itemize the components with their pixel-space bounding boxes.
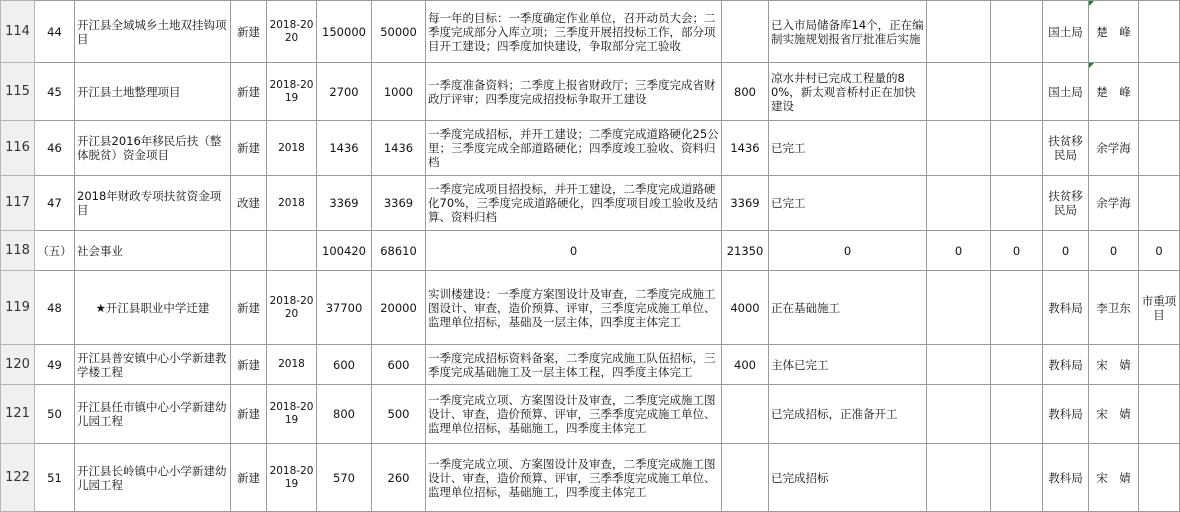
cell-progress[interactable]: 正在基础施工 bbox=[769, 271, 927, 345]
cell-done[interactable] bbox=[722, 385, 769, 444]
cell-period[interactable]: 2018-2019 bbox=[267, 63, 317, 121]
cell-goal[interactable]: 一季度准备资料；二季度上报省财政厅；三季度完成省财政厅评审；四季度完成招投标争取开工建设 bbox=[426, 63, 722, 121]
cell-project[interactable]: 开江县任市镇中心小学新建幼儿园工程 bbox=[75, 385, 231, 444]
cell-c1[interactable] bbox=[927, 1, 991, 63]
cell-progress[interactable]: 0 bbox=[769, 231, 927, 271]
table-row[interactable] bbox=[1, 345, 1180, 385]
row-header[interactable]: 114 bbox=[1, 1, 35, 63]
cell-done[interactable]: 800 bbox=[722, 63, 769, 121]
cell-c2[interactable] bbox=[991, 1, 1043, 63]
cell-total[interactable]: 100420 bbox=[317, 231, 372, 271]
cell-period[interactable]: 2018-2020 bbox=[267, 271, 317, 345]
cell-period[interactable]: 2018-2020 bbox=[267, 1, 317, 63]
cell-project[interactable]: 开江县全域城乡土地双挂钩项目 bbox=[75, 1, 231, 63]
cell-total[interactable]: 1436 bbox=[317, 121, 372, 176]
cell-seq[interactable]: 46 bbox=[35, 121, 75, 176]
table-row[interactable] bbox=[1, 444, 1180, 512]
cell-total[interactable]: 570 bbox=[317, 444, 372, 512]
cell-progress[interactable]: 已完工 bbox=[769, 176, 927, 231]
cell-goal[interactable]: 实训楼建设：一季度方案图设计及审查，二季度完成施工图设计、审查，造价预算、评审，三季度完成施工单位、监理单位招标，基础及一层主体，四季度主体完工 bbox=[426, 271, 722, 345]
cell-project[interactable]: 开江县土地整理项目 bbox=[75, 63, 231, 121]
cell-note[interactable] bbox=[1139, 444, 1180, 512]
cell-c2[interactable] bbox=[991, 121, 1043, 176]
cell-progress[interactable]: 已完成招标，正准备开工 bbox=[769, 385, 927, 444]
cell-nature[interactable]: 新建 bbox=[231, 121, 267, 176]
table-row[interactable] bbox=[1, 385, 1180, 444]
cell-done[interactable]: 4000 bbox=[722, 271, 769, 345]
cell-total[interactable]: 37700 bbox=[317, 271, 372, 345]
row-header[interactable]: 122 bbox=[1, 444, 35, 512]
cell-annual[interactable]: 68610 bbox=[372, 231, 426, 271]
row-header[interactable]: 121 bbox=[1, 385, 35, 444]
cell-nature[interactable]: 新建 bbox=[231, 385, 267, 444]
cell-note[interactable] bbox=[1139, 176, 1180, 231]
cell-leader[interactable]: 0 bbox=[1089, 231, 1139, 271]
cell-done[interactable] bbox=[722, 444, 769, 512]
cell-c1[interactable] bbox=[927, 121, 991, 176]
cell-dept[interactable]: 教科局 bbox=[1043, 271, 1089, 345]
cell-project[interactable]: 开江县普安镇中心小学新建教学楼工程 bbox=[75, 345, 231, 385]
cell-seq[interactable]: 44 bbox=[35, 1, 75, 63]
cell-seq[interactable]: 51 bbox=[35, 444, 75, 512]
cell-goal[interactable]: 一季度完成招标资料备案，二季度完成施工队伍招标，三季度完成基础施工及一层主体工程，四季度主体完工 bbox=[426, 345, 722, 385]
cell-dept[interactable]: 教科局 bbox=[1043, 385, 1089, 444]
cell-note[interactable] bbox=[1139, 1, 1180, 63]
cell-c2[interactable] bbox=[991, 271, 1043, 345]
cell-goal[interactable]: 每一年的目标：一季度确定作业单位，召开动员大会；二季度完成部分入库立项；三季度开展招投标工作，部分项目开工建设；四季度加快建设，争取部分完工验收 bbox=[426, 1, 722, 63]
cell-period[interactable]: 2018-2019 bbox=[267, 385, 317, 444]
cell-c2[interactable] bbox=[991, 444, 1043, 512]
cell-annual[interactable]: 20000 bbox=[372, 271, 426, 345]
cell-progress[interactable]: 已入市局储备库14个，正在编制实施规划报省厅批准后实施 bbox=[769, 1, 927, 63]
cell-seq[interactable]: 49 bbox=[35, 345, 75, 385]
cell-leader[interactable]: 宋 婧 bbox=[1089, 444, 1139, 512]
cell-dept[interactable]: 扶贫移民局 bbox=[1043, 121, 1089, 176]
cell-leader[interactable]: 楚 峰 bbox=[1089, 1, 1139, 63]
cell-c2[interactable] bbox=[991, 63, 1043, 121]
cell-progress[interactable]: 已完工 bbox=[769, 121, 927, 176]
cell-total[interactable]: 800 bbox=[317, 385, 372, 444]
cell-total[interactable]: 600 bbox=[317, 345, 372, 385]
cell-total[interactable]: 2700 bbox=[317, 63, 372, 121]
table-row[interactable] bbox=[1, 1, 1180, 63]
row-header[interactable]: 118 bbox=[1, 231, 35, 271]
cell-annual[interactable]: 1436 bbox=[372, 121, 426, 176]
cell-dept[interactable]: 教科局 bbox=[1043, 444, 1089, 512]
cell-leader[interactable]: 宋 婧 bbox=[1089, 345, 1139, 385]
cell-c1[interactable] bbox=[927, 345, 991, 385]
cell-progress[interactable]: 凉水井村已完成工程量的80%，新太观音桥村正在加快建设 bbox=[769, 63, 927, 121]
cell-annual[interactable]: 260 bbox=[372, 444, 426, 512]
cell-nature[interactable]: 新建 bbox=[231, 345, 267, 385]
cell-leader[interactable]: 李卫东 bbox=[1089, 271, 1139, 345]
cell-nature[interactable]: 改建 bbox=[231, 176, 267, 231]
cell-c2[interactable] bbox=[991, 176, 1043, 231]
cell-progress[interactable]: 主体已完工 bbox=[769, 345, 927, 385]
cell-project[interactable]: 开江县2016年移民后扶（整体脱贫）资金项目 bbox=[75, 121, 231, 176]
table-row[interactable] bbox=[1, 63, 1180, 121]
cell-c1[interactable]: 0 bbox=[927, 231, 991, 271]
cell-note[interactable] bbox=[1139, 345, 1180, 385]
cell-nature[interactable]: 新建 bbox=[231, 271, 267, 345]
cell-dept[interactable]: 国土局 bbox=[1043, 63, 1089, 121]
cell-c2[interactable]: 0 bbox=[991, 231, 1043, 271]
cell-dept[interactable]: 扶贫移民局 bbox=[1043, 176, 1089, 231]
cell-done[interactable]: 21350 bbox=[722, 231, 769, 271]
cell-done[interactable] bbox=[722, 1, 769, 63]
cell-total[interactable]: 3369 bbox=[317, 176, 372, 231]
cell-note[interactable]: 市重项目 bbox=[1139, 271, 1180, 345]
table-row[interactable] bbox=[1, 271, 1180, 345]
cell-project[interactable]: ★开江县职业中学迁建 bbox=[75, 271, 231, 345]
cell-c2[interactable] bbox=[991, 385, 1043, 444]
cell-c2[interactable] bbox=[991, 345, 1043, 385]
cell-goal[interactable]: 一季度完成立项、方案图设计及审查，二季度完成施工图设计、审查，造价预算、评审，三季季度完成施工单位、监理单位招标，基础施工，四季度主体完工 bbox=[426, 385, 722, 444]
cell-goal[interactable]: 一季度完成项目招投标，并开工建设，二季度完成道路硬化70%，三季度完成道路硬化，四季度项目竣工验收及结算、资料归档 bbox=[426, 176, 722, 231]
table-row[interactable] bbox=[1, 231, 1180, 271]
cell-period[interactable] bbox=[267, 231, 317, 271]
row-header[interactable]: 120 bbox=[1, 345, 35, 385]
cell-annual[interactable]: 1000 bbox=[372, 63, 426, 121]
cell-done[interactable]: 400 bbox=[722, 345, 769, 385]
cell-period[interactable]: 2018-2019 bbox=[267, 444, 317, 512]
cell-leader[interactable]: 余学海 bbox=[1089, 121, 1139, 176]
cell-dept[interactable]: 国土局 bbox=[1043, 1, 1089, 63]
cell-period[interactable]: 2018 bbox=[267, 121, 317, 176]
cell-c1[interactable] bbox=[927, 385, 991, 444]
row-header[interactable]: 115 bbox=[1, 63, 35, 121]
cell-dept[interactable]: 0 bbox=[1043, 231, 1089, 271]
cell-c1[interactable] bbox=[927, 271, 991, 345]
cell-c1[interactable] bbox=[927, 176, 991, 231]
cell-project[interactable]: 社会事业 bbox=[75, 231, 231, 271]
cell-annual[interactable]: 600 bbox=[372, 345, 426, 385]
cell-nature[interactable]: 新建 bbox=[231, 444, 267, 512]
cell-goal[interactable]: 一季度完成立项、方案图设计及审查，二季度完成施工图设计、审查，造价预算、评审，三季季度完成施工单位、监理单位招标，基础施工，四季度主体完工 bbox=[426, 444, 722, 512]
cell-project[interactable]: 开江县长岭镇中心小学新建幼儿园工程 bbox=[75, 444, 231, 512]
cell-progress[interactable]: 已完成招标 bbox=[769, 444, 927, 512]
cell-leader[interactable]: 宋 婧 bbox=[1089, 385, 1139, 444]
row-header[interactable]: 119 bbox=[1, 271, 35, 345]
row-header[interactable]: 116 bbox=[1, 121, 35, 176]
cell-annual[interactable]: 3369 bbox=[372, 176, 426, 231]
cell-seq[interactable]: 45 bbox=[35, 63, 75, 121]
cell-note[interactable] bbox=[1139, 121, 1180, 176]
cell-seq[interactable]: 50 bbox=[35, 385, 75, 444]
cell-nature[interactable] bbox=[231, 231, 267, 271]
table-row[interactable] bbox=[1, 176, 1180, 231]
cell-seq[interactable]: （五） bbox=[35, 231, 75, 271]
cell-goal[interactable]: 0 bbox=[426, 231, 722, 271]
cell-done[interactable]: 1436 bbox=[722, 121, 769, 176]
cell-period[interactable]: 2018 bbox=[267, 176, 317, 231]
row-header[interactable]: 117 bbox=[1, 176, 35, 231]
cell-total[interactable]: 150000 bbox=[317, 1, 372, 63]
cell-seq[interactable]: 48 bbox=[35, 271, 75, 345]
cell-note[interactable] bbox=[1139, 63, 1180, 121]
cell-dept[interactable]: 教科局 bbox=[1043, 345, 1089, 385]
cell-goal[interactable]: 一季度完成招标，并开工建设；二季度完成道路硬化25公里；三季度完成全部道路硬化；四季度竣工验收、资料归档 bbox=[426, 121, 722, 176]
cell-c1[interactable] bbox=[927, 444, 991, 512]
cell-note[interactable] bbox=[1139, 385, 1180, 444]
cell-annual[interactable]: 50000 bbox=[372, 1, 426, 63]
cell-annual[interactable]: 500 bbox=[372, 385, 426, 444]
cell-seq[interactable]: 47 bbox=[35, 176, 75, 231]
cell-leader[interactable]: 楚 峰 bbox=[1089, 63, 1139, 121]
cell-nature[interactable]: 新建 bbox=[231, 63, 267, 121]
cell-project[interactable]: 2018年财政专项扶贫资金项目 bbox=[75, 176, 231, 231]
cell-done[interactable]: 3369 bbox=[722, 176, 769, 231]
table-row[interactable] bbox=[1, 121, 1180, 176]
cell-period[interactable]: 2018 bbox=[267, 345, 317, 385]
cell-note[interactable]: 0 bbox=[1139, 231, 1180, 271]
cell-nature[interactable]: 新建 bbox=[231, 1, 267, 63]
cell-leader[interactable]: 余学海 bbox=[1089, 176, 1139, 231]
cell-c1[interactable] bbox=[927, 63, 991, 121]
